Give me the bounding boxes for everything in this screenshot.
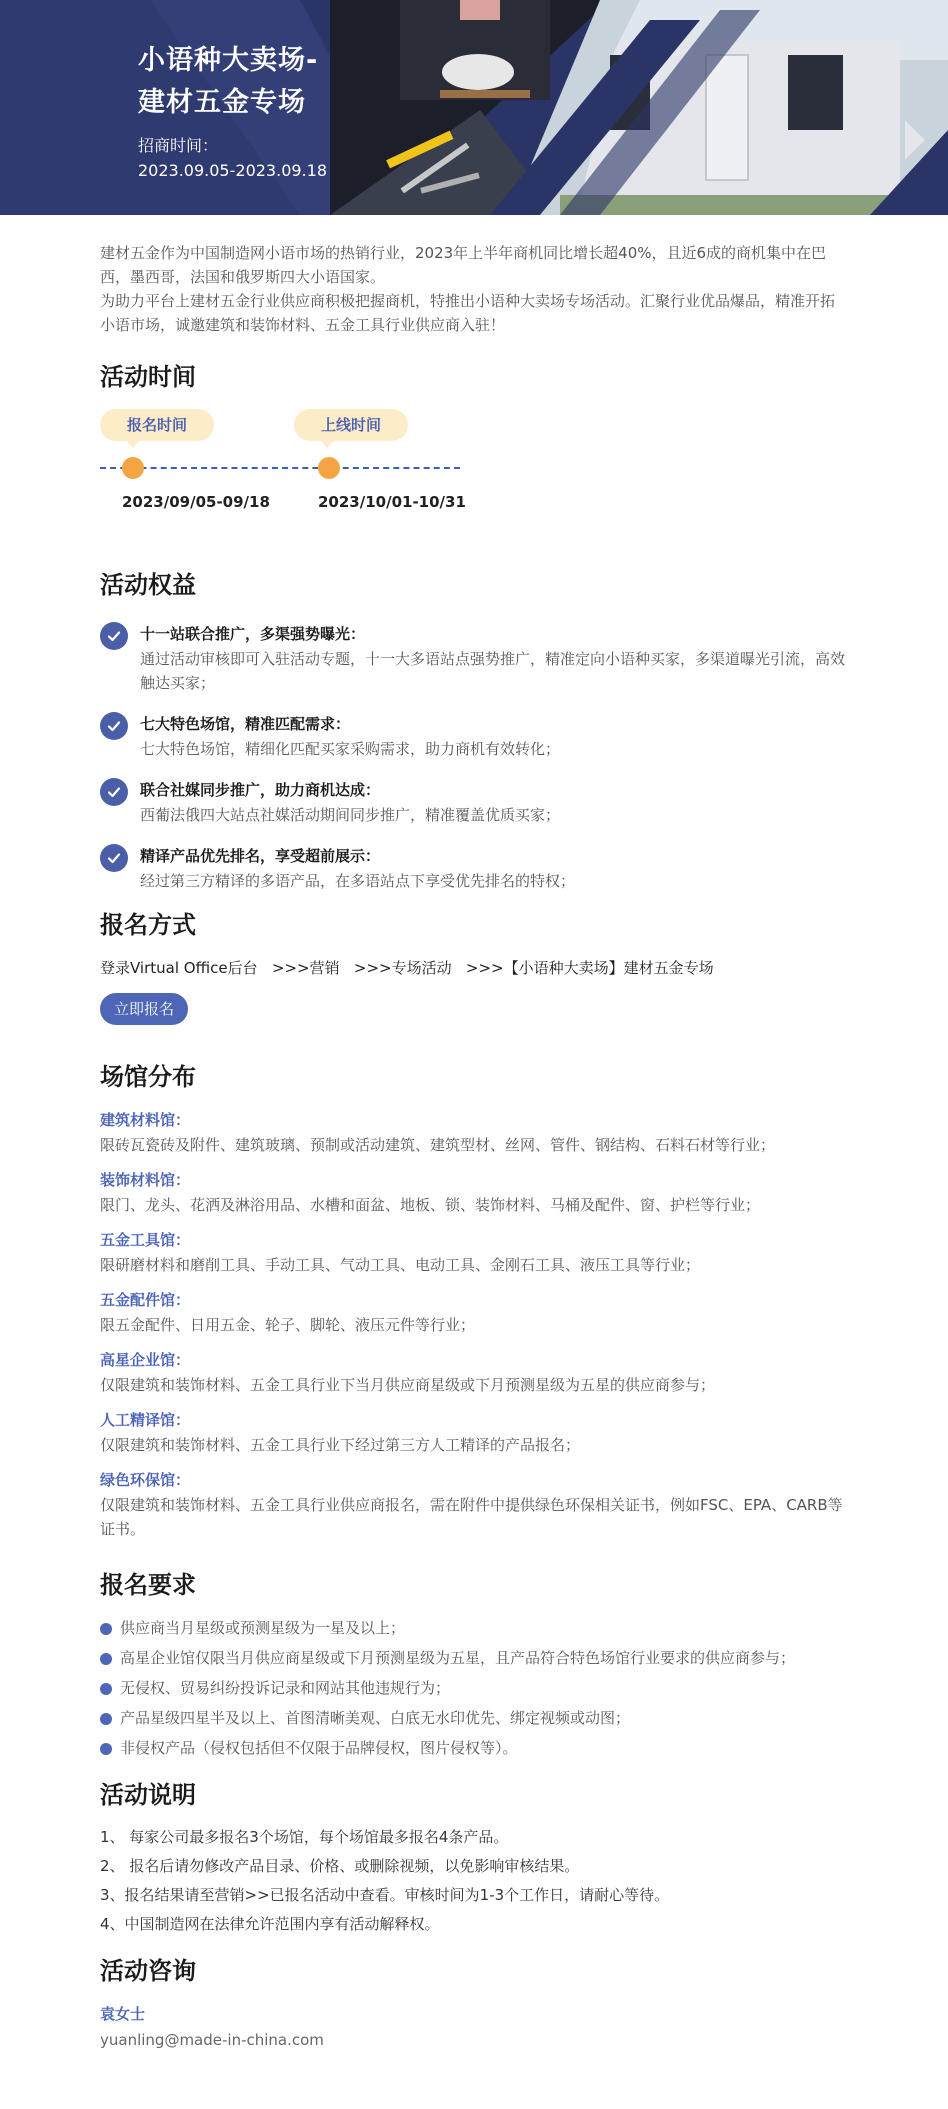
list-item (100, 1613, 848, 1643)
benefit-desc: 七大特色场馆，精细化匹配买家采购需求，助力商机有效转化； (140, 740, 561, 758)
timeline-label-signup: 报名时间 (100, 409, 214, 441)
hall-item (100, 1167, 848, 1217)
hall-item (100, 1227, 848, 1277)
check-circle-icon (100, 712, 128, 740)
section-heading-benefits: 活动权益 (100, 571, 196, 599)
note-item: 1、 每家公司最多报名3个场馆，每个场馆最多报名4条产品。 (100, 1828, 509, 1846)
hall-item (100, 1407, 848, 1457)
benefit-title: 七大特色场馆，精准匹配需求： (140, 715, 351, 733)
contact-email-link[interactable]: yuanling@made-in-china.com (100, 2031, 324, 2049)
benefit-item (100, 843, 848, 893)
hall-desc: 限门、龙头、花洒及淋浴用品、水槽和面盆、地板、锁、装饰材料、马桶及配件、窗、护栏等行业； (100, 1196, 761, 1214)
banner-title-line1: 小语种大卖场- (138, 45, 319, 76)
list-item (100, 1673, 848, 1703)
hall-name: 人工精译馆： (100, 1411, 191, 1429)
note-item: 4、中国制造网在法律允许范围内享有活动解释权。 (100, 1915, 440, 1933)
timeline-dashed-line (100, 467, 460, 469)
benefit-desc: 西葡法俄四大站点社媒活动期间同步推广，精准覆盖优质买家； (140, 806, 561, 824)
hall-name: 五金工具馆： (100, 1231, 191, 1249)
requirement-text: 高星企业馆仅限当月供应商星级或下月预测星级为五星，且产品符合特色场馆行业要求的供应商参与； (120, 1649, 796, 1667)
page-content (0, 241, 948, 2053)
hall-item (100, 1467, 848, 1541)
section-heading-notes: 活动说明 (100, 1781, 196, 1809)
section-heading-halls: 场馆分布 (100, 1063, 196, 1091)
timeline (100, 409, 848, 529)
list-item (100, 1733, 848, 1763)
banner-period-dates: 2023.09.05-2023.09.18 (138, 161, 327, 180)
timeline-label-online: 上线时间 (294, 409, 408, 441)
benefit-title: 精译产品优先排名，享受超前展示： (140, 847, 381, 865)
section-benefits (100, 569, 848, 893)
intro-paragraph-1: 建材五金作为中国制造网小语市场的热销行业，2023年上半年商机同比增长超40%，且近6成的商机集中在巴西，墨西哥，法国和俄罗斯四大小语国家。 (100, 244, 827, 286)
check-circle-icon (100, 844, 128, 872)
benefit-item (100, 711, 848, 761)
bullet-dot-icon (100, 1623, 112, 1635)
bullet-dot-icon (100, 1743, 112, 1755)
section-heading-contact: 活动咨询 (100, 1957, 196, 1985)
section-requirements (100, 1569, 848, 1763)
list-item (100, 1703, 848, 1733)
benefit-desc: 经过第三方精译的多语产品，在多语站点下享受优先排名的特权； (140, 872, 576, 890)
benefit-item (100, 777, 848, 827)
hall-name: 装饰材料馆： (100, 1171, 191, 1189)
hero-banner (0, 0, 948, 215)
benefit-title: 联合社媒同步推广，助力商机达成： (140, 781, 381, 799)
benefit-item (100, 621, 848, 695)
hall-desc: 仅限建筑和装饰材料、五金工具行业下经过第三方人工精译的产品报名； (100, 1436, 581, 1454)
section-halls (100, 1061, 848, 1541)
intro-paragraph-2: 为助力平台上建材五金行业供应商积极把握商机，特推出小语种大卖场专场活动。汇聚行业优品爆品，精准开拓小语市场，诚邀建筑和装饰材料、五金工具行业供应商入驻！ (100, 292, 836, 334)
hall-name: 五金配件馆： (100, 1291, 191, 1309)
note-item: 2、 报名后请勿修改产品目录、价格、或删除视频，以免影响审核结果。 (100, 1857, 580, 1875)
hall-desc: 限五金配件、日用五金、轮子、脚轮、液压元件等行业； (100, 1316, 476, 1334)
timeline-dot-online (318, 457, 340, 479)
hall-desc: 限砖瓦瓷砖及附件、建筑玻璃、预制或活动建筑、建筑型材、丝网、管件、钢结构、石料石材等行业； (100, 1136, 776, 1154)
contact-name: 袁女士 (100, 2005, 146, 2023)
hall-desc: 仅限建筑和装饰材料、五金工具行业下当月供应商星级或下月预测星级为五星的供应商参与； (100, 1376, 716, 1394)
benefit-title: 十一站联合推广，多渠强势曝光： (140, 625, 366, 643)
hall-desc: 限研磨材料和磨削工具、手动工具、气动工具、电动工具、金刚石工具、液压工具等行业； (100, 1256, 701, 1274)
check-circle-icon (100, 778, 128, 806)
requirements-list (100, 1613, 848, 1763)
benefit-desc: 通过活动审核即可入驻活动专题，十一大多语站点强势推广，精准定向小语种买家，多渠道曝光引流，高效触达买家； (140, 650, 846, 692)
hall-name: 建筑材料馆： (100, 1111, 191, 1129)
intro-text (100, 241, 848, 337)
section-heading-signup: 报名方式 (100, 911, 196, 939)
timeline-dot-signup (122, 457, 144, 479)
hall-item (100, 1287, 848, 1337)
bullet-dot-icon (100, 1713, 112, 1725)
timeline-date-online: 2023/10/01-10/31 (318, 493, 466, 511)
section-activity-time (100, 361, 848, 529)
requirement-text: 产品星级四星半及以上、首图清晰美观、白底无水印优先、绑定视频或动图； (120, 1709, 631, 1727)
requirement-text: 非侵权产品（侵权包括但不仅限于品牌侵权，图片侵权等）。 (120, 1739, 518, 1757)
section-signup (100, 909, 848, 1025)
hall-name: 高星企业馆： (100, 1351, 191, 1369)
requirement-text: 供应商当月星级或预测星级为一星及以上； (120, 1619, 406, 1637)
bullet-dot-icon (100, 1653, 112, 1665)
check-circle-icon (100, 622, 128, 650)
section-notes (100, 1779, 848, 1939)
bullet-dot-icon (100, 1683, 112, 1695)
timeline-date-signup: 2023/09/05-09/18 (122, 493, 270, 511)
section-heading-requirements: 报名要求 (100, 1571, 196, 1599)
banner-title-line2: 建材五金专场 (138, 87, 306, 118)
hall-name: 绿色环保馆： (100, 1471, 191, 1489)
requirement-text: 无侵权、贸易纠纷投诉记录和网站其他违规行为； (120, 1679, 451, 1697)
section-contact (100, 1955, 848, 2053)
list-item (100, 1643, 848, 1673)
signup-now-button[interactable]: 立即报名 (100, 993, 188, 1025)
section-heading-activity-time: 活动时间 (100, 363, 196, 391)
note-item: 3、报名结果请至营销>>已报名活动中查看。审核时间为1-3个工作日，请耐心等待。 (100, 1886, 670, 1904)
hall-item (100, 1347, 848, 1397)
banner-period-label: 招商时间： (138, 136, 219, 155)
hall-item (100, 1107, 848, 1157)
notes-list (100, 1823, 848, 1939)
hall-desc: 仅限建筑和装饰材料、五金工具行业供应商报名，需在附件中提供绿色环保相关证书，例如FSC、EPA、CARB等证书。 (100, 1496, 843, 1538)
signup-path: 登录Virtual Office后台 >>>营销 >>>专场活动 >>>【小语种大卖场】建材五金专场 (100, 959, 714, 977)
banner-text (138, 40, 327, 184)
